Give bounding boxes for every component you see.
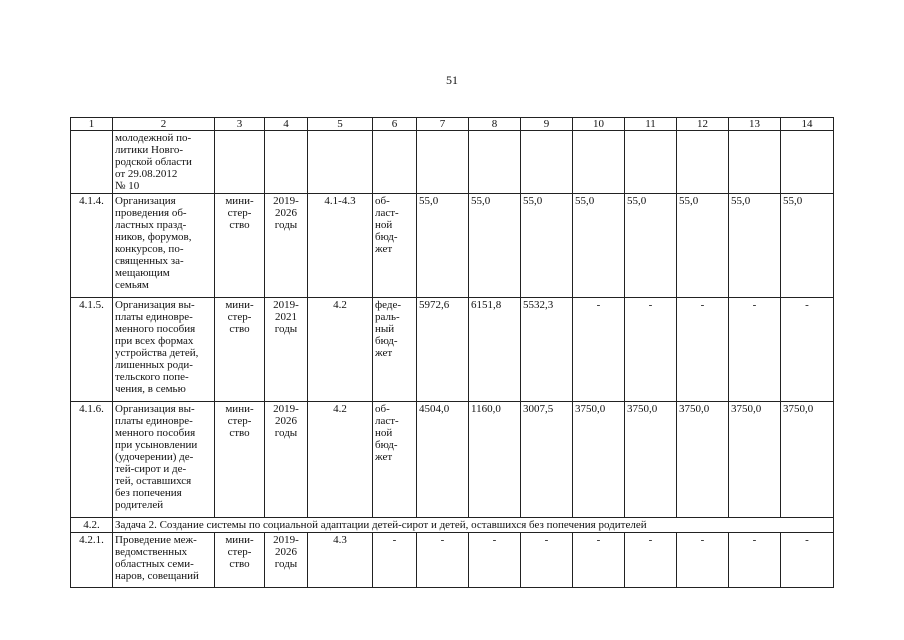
column-number: 6 <box>373 118 417 131</box>
table-cell: 55,0 <box>521 194 573 298</box>
table-cell: 2019- 2021 годы <box>265 298 308 402</box>
table-cell <box>71 131 113 194</box>
table-cell: 3750,0 <box>781 402 834 518</box>
column-number: 8 <box>469 118 521 131</box>
table-cell: - <box>781 533 834 588</box>
table-cell: 4.1.4. <box>71 194 113 298</box>
column-number: 10 <box>573 118 625 131</box>
table-cell: феде- раль- ный бюд- жет <box>373 298 417 402</box>
table-cell: мини- стер- ство <box>215 402 265 518</box>
task-title: Задача 2. Создание системы по социальной адаптации детей-сирот и детей, оставшихся без попечения родителей <box>113 518 834 533</box>
table-cell <box>469 131 521 194</box>
table-cell: 4.1-4.3 <box>308 194 373 298</box>
table-cell: 3750,0 <box>677 402 729 518</box>
table-cell: мини- стер- ство <box>215 298 265 402</box>
task-number: 4.2. <box>71 518 113 533</box>
table-cell: об- ласт- ной бюд- жет <box>373 402 417 518</box>
table-cell: - <box>417 533 469 588</box>
column-number: 9 <box>521 118 573 131</box>
table-cell: Организация проведения об- ластных празд- ников, форумов, конкурсов, по- священных за- мещающим семьям <box>113 194 215 298</box>
column-number: 2 <box>113 118 215 131</box>
table-cell <box>417 131 469 194</box>
table-cell: - <box>781 298 834 402</box>
header-row <box>71 118 834 131</box>
table-cell: 55,0 <box>469 194 521 298</box>
table-cell: 55,0 <box>625 194 677 298</box>
table-cell: 4.3 <box>308 533 373 588</box>
column-number: 7 <box>417 118 469 131</box>
table-cell: 4.1.5. <box>71 298 113 402</box>
table-cell: - <box>625 298 677 402</box>
column-number: 11 <box>625 118 677 131</box>
table-cell: - <box>729 533 781 588</box>
table-cell <box>308 131 373 194</box>
table-cell: 4.2 <box>308 298 373 402</box>
column-number: 13 <box>729 118 781 131</box>
table-cell: 55,0 <box>729 194 781 298</box>
table-cell <box>677 131 729 194</box>
table-row <box>71 298 834 402</box>
table-cell: - <box>729 298 781 402</box>
table-cell: 2019- 2026 годы <box>265 194 308 298</box>
table-cell: 3750,0 <box>729 402 781 518</box>
table-cell: 4.2 <box>308 402 373 518</box>
table-cell: - <box>677 298 729 402</box>
column-number: 12 <box>677 118 729 131</box>
table-cell: Организация вы- платы единовре- менного пособия при всех формах устройства детей, лишенных роди- тельского попе- чения, в семью <box>113 298 215 402</box>
table-cell <box>521 131 573 194</box>
column-number: 4 <box>265 118 308 131</box>
table-cell: 4.1.6. <box>71 402 113 518</box>
column-number: 3 <box>215 118 265 131</box>
table-cell: 55,0 <box>417 194 469 298</box>
column-number: 5 <box>308 118 373 131</box>
program-table <box>70 117 834 588</box>
table-row <box>71 194 834 298</box>
table-cell: - <box>573 533 625 588</box>
table-cell: - <box>625 533 677 588</box>
table-cell: 1160,0 <box>469 402 521 518</box>
table-cell <box>625 131 677 194</box>
table-cell: 2019- 2026 годы <box>265 402 308 518</box>
table-row <box>71 402 834 518</box>
table-cell: 5532,3 <box>521 298 573 402</box>
table-cell: 3750,0 <box>573 402 625 518</box>
table-cell: - <box>677 533 729 588</box>
table-cell: Организация вы- платы единовре- менного пособия при усыновлении (удочерении) де- тей-сирот и де- тей, оставшихся без попечения родителей <box>113 402 215 518</box>
table-cell: Проведение меж- ведомственных областных семи- наров, совещаний <box>113 533 215 588</box>
table-cell: 3750,0 <box>625 402 677 518</box>
table-cell <box>729 131 781 194</box>
table-row <box>71 533 834 588</box>
table-row <box>71 131 834 194</box>
table-cell: мини- стер- ство <box>215 533 265 588</box>
table-cell: молодежной по- литики Новго- родской области от 29.08.2012 № 10 <box>113 131 215 194</box>
table-cell: - <box>469 533 521 588</box>
table-cell: 6151,8 <box>469 298 521 402</box>
table-cell <box>215 131 265 194</box>
table-cell: 55,0 <box>781 194 834 298</box>
table-cell: - <box>373 533 417 588</box>
table-cell: 3007,5 <box>521 402 573 518</box>
column-number: 1 <box>71 118 113 131</box>
table-cell <box>373 131 417 194</box>
table-cell <box>265 131 308 194</box>
table-cell: 2019- 2026 годы <box>265 533 308 588</box>
table-cell: - <box>573 298 625 402</box>
table-cell: 5972,6 <box>417 298 469 402</box>
table-cell: об- ласт- ной бюд- жет <box>373 194 417 298</box>
table-cell: 55,0 <box>677 194 729 298</box>
table-cell: - <box>521 533 573 588</box>
table-cell: мини- стер- ство <box>215 194 265 298</box>
table-cell: 4.2.1. <box>71 533 113 588</box>
table-cell <box>781 131 834 194</box>
table-cell: 4504,0 <box>417 402 469 518</box>
task-row <box>71 518 834 533</box>
table-cell <box>573 131 625 194</box>
page-number: 51 <box>446 73 458 87</box>
column-number: 14 <box>781 118 834 131</box>
table-cell: 55,0 <box>573 194 625 298</box>
